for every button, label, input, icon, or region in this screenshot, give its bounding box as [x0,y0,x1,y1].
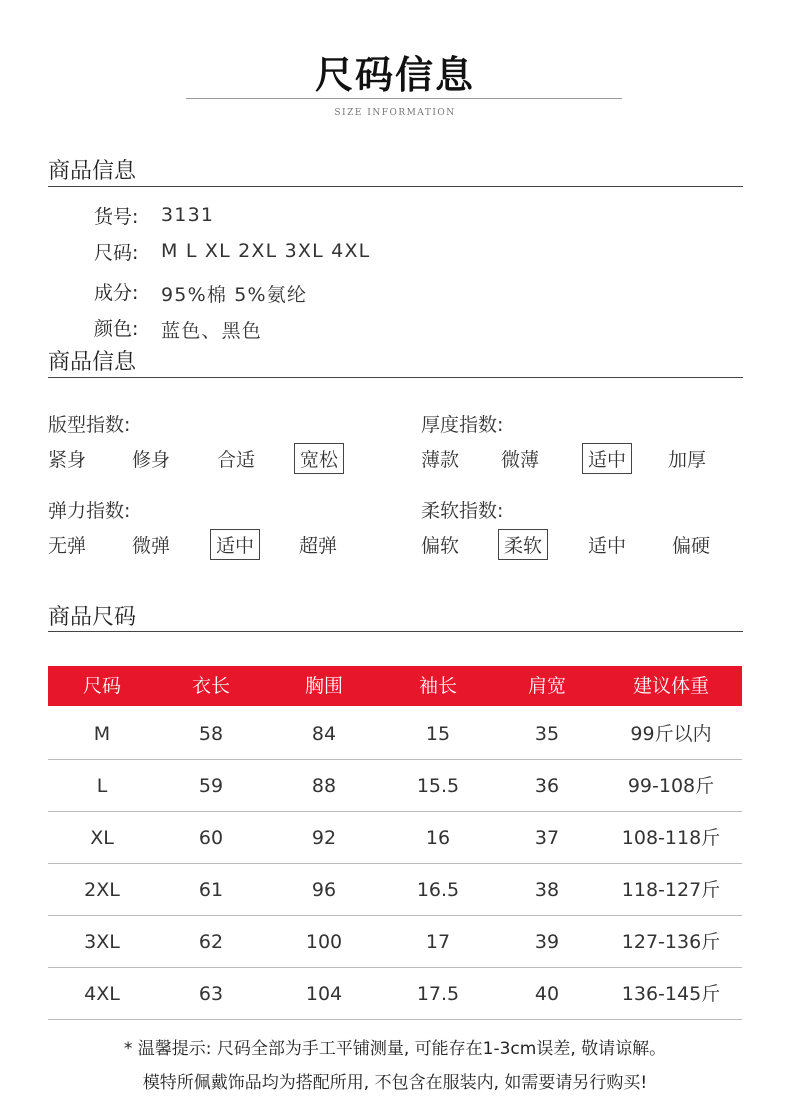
info-label-material: 成分: [94,282,139,304]
info-label-item-number: 货号: [94,206,139,228]
fit-index-label: 版型指数: [48,414,131,436]
table-cell: 92 [311,827,337,849]
column-header: 肩宽 [527,675,566,697]
table-cell: 37 [534,827,560,849]
table-cell: 35 [534,723,560,745]
table-cell: 104 [305,983,343,1005]
fit-option: 修身 [132,449,171,471]
elasticity-index-label: 弹力指数: [48,500,131,522]
table-cell: 4XL [84,983,120,1005]
table-cell: XL [90,827,114,849]
accessories-disclaimer: 模特所佩戴饰品均为搭配所用, 不包含在服装内, 如需要请另行购买! [142,1073,648,1093]
section-heading-size-table: 商品尺码 [48,605,137,630]
table-cell: L [96,775,108,797]
table-cell: 17.5 [416,983,460,1005]
column-header: 袖长 [418,675,457,697]
section-divider [48,186,743,187]
info-value-material: 95%棉 5%氨纶 [161,284,308,306]
fit-option: 紧身 [48,449,87,471]
table-cell: 17 [425,931,451,953]
table-cell: M [93,723,111,745]
column-header: 衣长 [191,675,230,697]
table-cell: 99斤以内 [630,723,712,745]
table-cell: 63 [198,983,224,1005]
table-cell: 3XL [84,931,120,953]
size-table-header [48,666,742,706]
table-cell: 118-127斤 [621,879,721,901]
softness-option: 偏软 [421,535,460,557]
info-value-colors: 蓝色、黑色 [161,320,263,342]
table-row [48,759,742,812]
table-cell: 108-118斤 [621,827,721,849]
softness-option-selected: 柔软 [498,529,548,560]
table-cell: 2XL [84,879,120,901]
info-label-colors: 颜色: [94,318,139,340]
page-title: 尺码信息 [314,53,475,97]
softness-option: 适中 [588,535,627,557]
table-cell: 16 [425,827,451,849]
column-header: 建议体重 [632,675,709,697]
table-cell: 62 [198,931,224,953]
table-cell: 58 [198,723,224,745]
softness-index-label: 柔软指数: [421,500,504,522]
table-cell: 59 [198,775,224,797]
column-header: 尺码 [82,675,121,697]
table-row [48,707,742,760]
table-cell: 136-145斤 [621,983,721,1005]
table-cell: 96 [311,879,337,901]
section-heading-indices: 商品信息 [48,350,137,375]
title-divider [186,98,622,99]
column-header: 胸围 [304,675,343,697]
table-row [48,863,742,916]
table-cell: 40 [534,983,560,1005]
table-row [48,915,742,968]
section-divider [48,377,743,378]
table-cell: 100 [305,931,343,953]
elasticity-option: 无弹 [48,535,87,557]
section-heading-product-info: 商品信息 [48,159,137,184]
table-cell: 61 [198,879,224,901]
section-divider [48,631,743,632]
thickness-index-label: 厚度指数: [421,414,504,436]
table-cell: 16.5 [416,879,460,901]
table-cell: 99-108斤 [627,775,715,797]
elasticity-option-selected: 适中 [210,529,260,560]
thickness-option-selected: 适中 [582,443,632,474]
thickness-option: 薄款 [421,449,460,471]
table-row [48,811,742,864]
info-value-item-number: 3131 [161,204,215,226]
table-cell: 127-136斤 [621,931,721,953]
fit-option-selected: 宽松 [294,443,344,474]
table-cell: 15.5 [416,775,460,797]
page-subtitle: SIZE INFORMATION [334,108,456,118]
table-cell: 39 [534,931,560,953]
info-value-sizes: M L XL 2XL 3XL 4XL [161,240,371,262]
softness-option: 偏硬 [672,535,711,557]
table-cell: 15 [425,723,451,745]
table-cell: 38 [534,879,560,901]
info-label-sizes: 尺码: [94,242,139,264]
elasticity-option: 超弹 [299,535,338,557]
table-row [48,967,742,1020]
table-cell: 36 [534,775,560,797]
table-cell: 88 [311,775,337,797]
thickness-option: 加厚 [668,449,707,471]
measurement-tip: * 温馨提示: 尺码全部为手工平铺测量, 可能存在1-3cm误差, 敬请谅解。 [123,1039,667,1059]
elasticity-option: 微弹 [132,535,171,557]
fit-option: 合适 [217,449,256,471]
table-cell: 84 [311,723,337,745]
thickness-option: 微薄 [501,449,540,471]
table-cell: 60 [198,827,224,849]
